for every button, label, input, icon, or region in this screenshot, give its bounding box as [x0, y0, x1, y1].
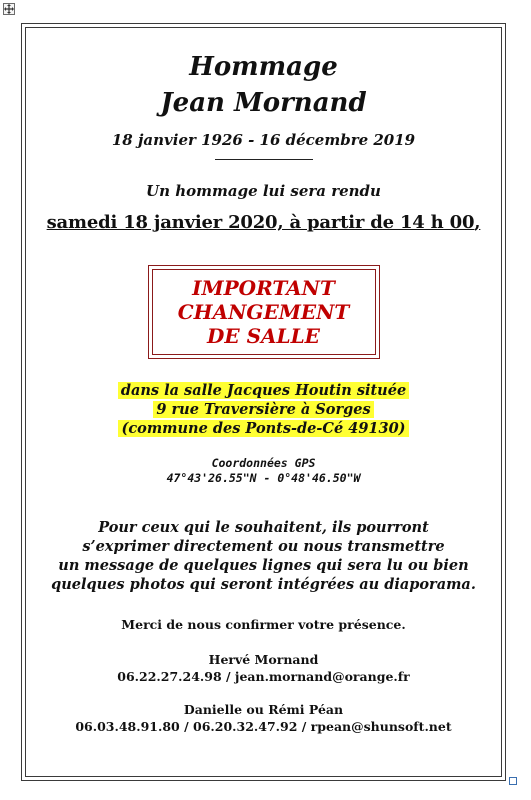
- gps-label: Coordonnées GPS: [211, 456, 316, 470]
- move-arrows-icon: [4, 4, 14, 14]
- event-date-text: samedi 18 janvier 2020, à partir de 14 h 00: [46, 212, 475, 233]
- venue-line-2: 9 rue Traversière à Sorges: [153, 401, 373, 418]
- venue-line-3: (commune des Ponts-de-Cé 49130): [118, 420, 408, 437]
- title-hommage: Hommage: [189, 52, 338, 82]
- gps-coordinates: 47°43'26.55"N - 0°48'46.50"W: [166, 471, 361, 485]
- contact1-name: Hervé Mornand: [208, 652, 319, 667]
- venue-block: [22, 381, 505, 438]
- table-resize-handle-icon[interactable]: [509, 777, 517, 785]
- announcement: Un hommage lui sera rendu: [146, 182, 381, 200]
- important-notice-box: [148, 265, 380, 359]
- venue-line-1: dans la salle Jacques Houtin située: [118, 382, 409, 399]
- document-content: [22, 24, 505, 735]
- life-dates: 18 janvier 1926 - 16 décembre 2019: [111, 131, 416, 149]
- event-date: [22, 212, 505, 233]
- document-frame: [21, 23, 506, 781]
- important-notice-inner: [152, 269, 376, 355]
- contact2-name: Danielle ou Rémi Péan: [183, 702, 344, 717]
- table-move-handle-icon[interactable]: [3, 3, 15, 15]
- notice-line-2: CHANGEMENT: [177, 300, 350, 324]
- separator-rule: [215, 159, 313, 160]
- contact-herve: [22, 651, 505, 685]
- message-block: [22, 518, 505, 594]
- event-date-suffix: ,: [474, 212, 481, 233]
- message-line-4: quelques photos qui seront intégrées au diaporama.: [51, 576, 476, 593]
- confirmation-request: Merci de nous confirmer votre présence.: [121, 617, 406, 632]
- notice-line-1: IMPORTANT: [192, 276, 335, 300]
- contact2-details: 06.03.48.91.80 / 06.20.32.47.92 / rpean@shunsoft.net: [75, 719, 452, 734]
- gps-block: [22, 456, 505, 486]
- contact1-details: 06.22.27.24.98 / jean.mornand@orange.fr: [117, 669, 410, 684]
- contact-pean: [22, 701, 505, 735]
- title-name: Jean Mornand: [160, 88, 367, 118]
- notice-line-3: DE SALLE: [207, 324, 320, 348]
- message-line-1: Pour ceux qui le souhaitent, ils pourront: [98, 519, 429, 536]
- message-line-2: s’exprimer directement ou nous transmettre: [82, 538, 445, 555]
- message-line-3: un message de quelques lignes qui sera lu ou bien: [58, 557, 469, 574]
